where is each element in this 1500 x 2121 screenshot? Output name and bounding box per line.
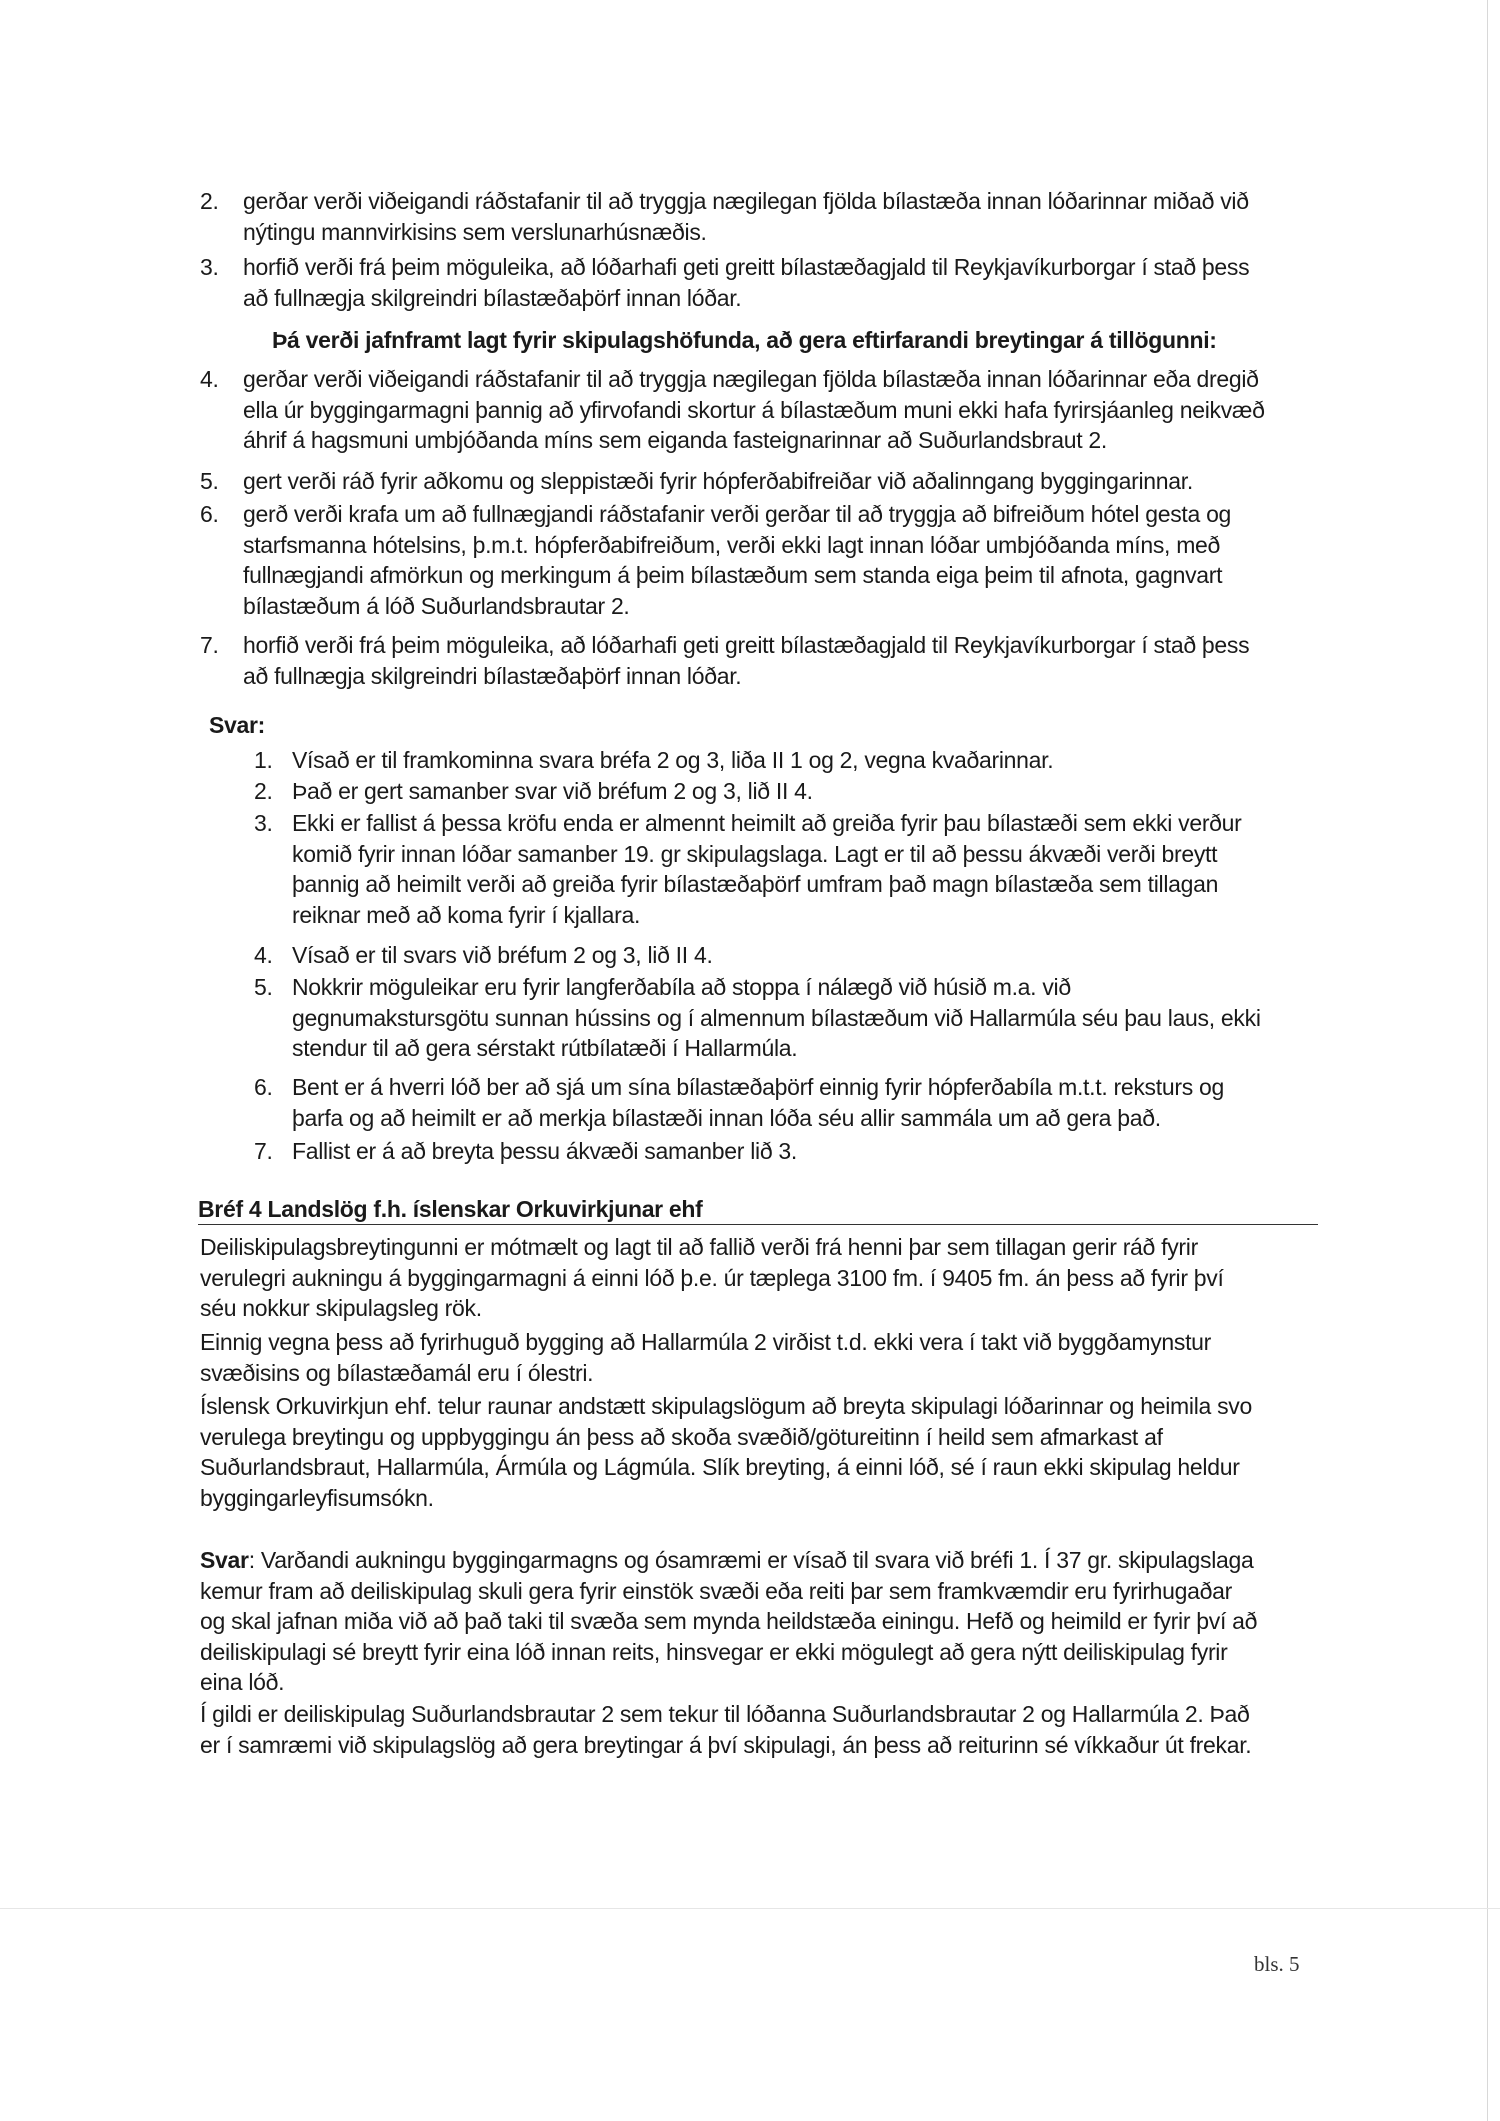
paragraph	[200, 1391, 1252, 1513]
list-item-text: ella úr byggingarmagni þannig að yfirvofandi skortur á bílastæðum muni ekki hafa fyrirsjáanleg neikvæð	[243, 396, 1265, 423]
answer-paragraph	[200, 1545, 1257, 1698]
list-item-number: 7.	[200, 632, 219, 658]
list-item-text: bílastæðum á lóð Suðurlandsbrautar 2.	[243, 592, 630, 619]
list-item-text: gegnumakstursgötu sunnan hússins og í almennum bílastæðum við Hallarmúla séu þau laus, ekki	[292, 1004, 1261, 1031]
list-item-text: Bent er á hverri lóð ber að sjá um sína bílastæðaþörf einnig fyrir hópferðabíla m.t.t. reksturs og	[292, 1074, 1224, 1100]
list-item-text: horfið verði frá þeim möguleika, að lóðarhafi geti greitt bílastæðagjald til Reykjavíkurborgar í stað þess	[243, 254, 1250, 280]
page-number: bls. 5	[1254, 1952, 1300, 1976]
list-item-number: 5.	[254, 974, 273, 1000]
list-item-text: Vísað er til framkominna svara bréfa 2 og 3, liða II 1 og 2, vegna kvaðarinnar.	[292, 747, 1054, 773]
paragraph-line: kemur fram að deiliskipulag skuli gera fyrir einstök svæði eða reiti þar sem framkvæmdir eru fyrirhugaðar	[200, 1577, 1232, 1604]
paragraph-line: Í gildi er deiliskipulag Suðurlandsbrautar 2 sem tekur til lóðanna Suðurlandsbrautar 2 og Hallarmúla 2. Það	[200, 1701, 1250, 1727]
list-item-text: að fullnægja skilgreindri bílastæðaþörf innan lóðar.	[243, 662, 742, 689]
paragraph-line: deiliskipulagi sé breytt fyrir eina lóð innan reits, hinsvegar er ekki mögulegt að gera nýtt deiliskipulag fyrir	[200, 1638, 1228, 1665]
list-item-number: 3.	[254, 810, 273, 836]
list-item-number: 2.	[254, 778, 273, 804]
paragraph-line: og skal jafnan miða við að það taki til svæða sem mynda heildstæða einingu. Hefð og heimild er fyrir því að	[200, 1608, 1258, 1634]
list-item-number: 6.	[254, 1074, 273, 1100]
list-item-number: 3.	[200, 254, 219, 280]
list-item-text: gerðar verði viðeigandi ráðstafanir til að tryggja nægilegan fjölda bílastæða innan lóðarinnar eða dregið	[243, 366, 1259, 392]
answer-label: Svar	[200, 1547, 249, 1573]
list-item-text: stendur til að gera sérstakt rútbílatæði í Hallarmúla.	[292, 1035, 798, 1061]
paragraph-line: byggingarleyfisumsókn.	[200, 1484, 434, 1511]
paragraph-line: eina lóð.	[200, 1669, 285, 1695]
paragraph-line: svæðisins og bílastæðamál eru í ólestri.	[200, 1359, 594, 1386]
list-item-text: Vísað er til svars við bréfum 2 og 3, lið II 4.	[292, 942, 713, 968]
list-item-text: reiknar með að koma fyrir í kjallara.	[292, 901, 641, 928]
list-item-text: gert verði ráð fyrir aðkomu og sleppistæði fyrir hópferðabifreiðar við aðalinngang byggingarinnar.	[243, 468, 1193, 494]
list-item-text: áhrif á hagsmuni umbjóðanda míns sem eiganda fasteignarinnar að Suðurlandsbraut 2.	[243, 427, 1108, 453]
paragraph	[200, 1232, 1224, 1324]
list-item-number: 4.	[254, 942, 273, 968]
list-item-text: Fallist er á að breyta þessu ákvæði samanber lið 3.	[292, 1138, 798, 1164]
list-item-text: Ekki er fallist á þessa kröfu enda er almennt heimilt að greiða fyrir þau bílastæði sem ekki verður	[292, 810, 1242, 836]
paragraph-line: Íslensk Orkuvirkjun ehf. telur raunar andstætt skipulagslögum að breyta skipulagi lóðarinnar og heimila svo	[200, 1393, 1253, 1419]
list-item-number: 1.	[254, 747, 273, 773]
footer-divider	[0, 1908, 1500, 1909]
paragraph-line: Einnig vegna þess að fyrirhuguð bygging að Hallarmúla 2 virðist t.d. ekki vera í takt við byggðamynstur	[200, 1329, 1212, 1355]
list-item-text: gerð verði krafa um að fullnægjandi ráðstafanir verði gerðar til að tryggja að bifreiðum hótel gesta og	[243, 501, 1232, 527]
list-item-text: nýtingu mannvirkisins sem verslunarhúsnæðis.	[243, 218, 707, 245]
answer-heading: Svar:	[209, 712, 266, 738]
list-item-text: fullnægjandi afmörkun og merkingum á þeim bílastæðum sem standa eiga þeim til afnota, gagnvart	[243, 562, 1223, 588]
list-item-number: 6.	[200, 501, 219, 527]
paragraph-line: Deiliskipulagsbreytingunni er mótmælt og lagt til að fallið verði frá henni þar sem tillagan gerir ráð fyrir	[200, 1234, 1198, 1260]
list-item-number: 5.	[200, 468, 219, 494]
list-item-text: gerðar verði viðeigandi ráðstafanir til að tryggja nægilegan fjölda bílastæða innan lóðarinnar miðað við	[243, 188, 1249, 214]
paragraph-line: séu nokkur skipulagsleg rök.	[200, 1295, 482, 1321]
list-item-text: horfið verði frá þeim möguleika, að lóðarhafi geti greitt bílastæðagjald til Reykjavíkurborgar í stað þess	[243, 632, 1250, 658]
list-item-text: starfsmanna hótelsins, þ.m.t. hópferðabifreiðum, verði ekki lagt innan lóðar umbjóðanda míns, með	[243, 531, 1221, 558]
list-item-text: komið fyrir innan lóðar samanber 19. gr skipulagslaga. Lagt er til að þessu ákvæði verði breytt	[292, 840, 1218, 867]
page-edge	[1487, 0, 1488, 2121]
paragraph-line: : Varðandi aukningu byggingarmagns og ósamræmi er vísað til svara við bréfi 1. Í 37 gr. skipulagslaga	[248, 1547, 1254, 1573]
paragraph	[200, 1699, 1251, 1760]
paragraph	[200, 1327, 1211, 1388]
list-item-text: að fullnægja skilgreindri bílastæðaþörf innan lóðar.	[243, 284, 742, 311]
list-item-text: þarfa og að heimilt er að merkja bílastæði innan lóða séu allir sammála um að gera það.	[292, 1104, 1161, 1131]
list-item-text: þannig að heimilt verði að greiða fyrir bílastæðaþörf umfram það magn bílastæða sem tillagan	[292, 871, 1219, 897]
paragraph-line: Suðurlandsbraut, Hallarmúla, Ármúla og Lágmúla. Slík breyting, á einni lóð, sé í raun ekki skipulag heldur	[200, 1454, 1240, 1480]
list-item-number: 2.	[200, 188, 219, 214]
intro-heading: Þá verði jafnframt lagt fyrir skipulagshöfunda, að gera eftirfarandi breytingar á tillögunni:	[272, 327, 1217, 353]
list-item-text: Það er gert samanber svar við bréfum 2 og 3, lið II 4.	[292, 778, 813, 804]
paragraph-line: er í samræmi við skipulagslög að gera breytingar á því skipulagi, án þess að reiturinn sé víkkaður út frekar.	[200, 1731, 1252, 1758]
paragraph-line: verulegri aukningu á byggingarmagni á einni lóð þ.e. úr tæplega 3100 fm. í 9405 fm. án þess að fyrir því	[200, 1264, 1224, 1291]
paragraph-line: verulega breytingu og uppbyggingu án þess að skoða svæðið/götureitinn í heild sem afmarkast af	[200, 1423, 1163, 1450]
list-item-text: Nokkrir möguleikar eru fyrir langferðabíla að stoppa í nálægð við húsið m.a. við	[292, 974, 1071, 1000]
list-item-number: 4.	[200, 366, 219, 392]
list-item-number: 7.	[254, 1138, 273, 1164]
section-heading: Bréf 4 Landslög f.h. íslenskar Orkuvirkjunar ehf	[198, 1194, 1318, 1225]
